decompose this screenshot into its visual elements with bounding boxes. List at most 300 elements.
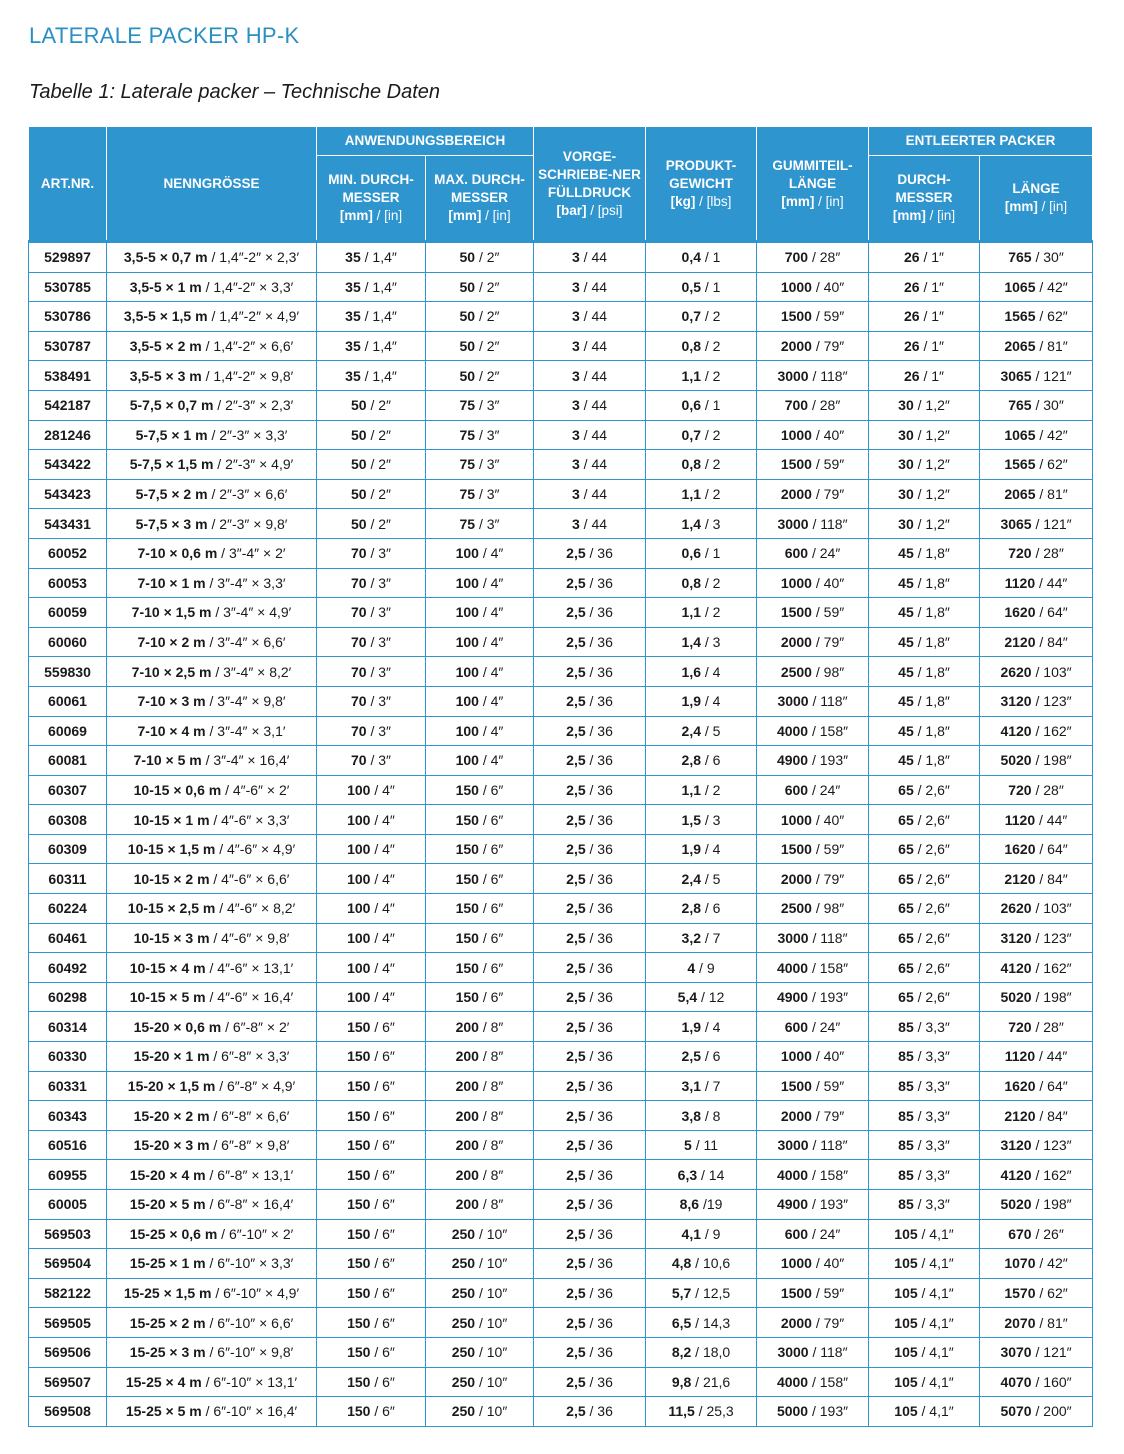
table-row — [29, 1130, 1093, 1160]
cell-gewicht-value: 1,9 — [681, 841, 702, 858]
cell-art-nr: 60061 — [29, 686, 107, 716]
cell-gummiteil-laenge-unit-value: / 79″ — [811, 634, 845, 651]
cell-min-durchmesser — [317, 1042, 426, 1072]
cell-nenngroesse-unit-value: / 6″-10″ × 4,9′ — [211, 1285, 300, 1302]
cell-min-durchmesser-unit-value: / 2″ — [366, 515, 391, 532]
cell-min-durchmesser-unit-value: / 1,4″ — [360, 367, 397, 384]
cell-gewicht — [646, 953, 757, 983]
cell-nenngroesse-value: 15-20 × 1,5 m — [127, 1077, 216, 1094]
cell-fuelldruck — [534, 894, 646, 924]
cell-entleert-durchmesser-value: 65 — [898, 870, 914, 887]
cell-art-nr: 559830 — [29, 657, 107, 687]
cell-art-nr: 60955 — [29, 1160, 107, 1190]
cell-max-durchmesser-value: 150 — [455, 989, 479, 1006]
cell-min-durchmesser — [317, 538, 426, 568]
cell-entleert-durchmesser-unit-value: / 1,8″ — [913, 634, 950, 651]
cell-art-nr: 60298 — [29, 982, 107, 1012]
cell-gewicht-unit-value: / 9 — [701, 1225, 721, 1242]
cell-gummiteil-laenge-value: 1000 — [780, 574, 812, 591]
cell-nenngroesse — [107, 1071, 317, 1101]
cell-entleert-durchmesser-unit-value: / 1″ — [919, 278, 945, 295]
cell-entleert-laenge — [980, 479, 1093, 509]
cell-entleert-durchmesser — [869, 538, 980, 568]
cell-max-durchmesser-value: 150 — [455, 959, 479, 976]
cell-gewicht-value: 4 — [687, 959, 696, 976]
cell-min-durchmesser-value: 150 — [347, 1166, 371, 1183]
cell-gewicht-value: 11,5 — [668, 1403, 695, 1420]
cell-fuelldruck-value: 2,5 — [566, 1018, 586, 1035]
cell-entleert-durchmesser-value: 65 — [898, 959, 914, 976]
cell-gewicht-value: 0,8 — [681, 456, 702, 473]
cell-fuelldruck — [534, 509, 646, 539]
cell-fuelldruck-unit-value: / 36 — [585, 1373, 613, 1390]
cell-gewicht-unit-value: / 11 — [691, 1137, 719, 1154]
table-row — [29, 834, 1093, 864]
cell-nenngroesse — [107, 923, 317, 953]
cell-fuelldruck — [534, 953, 646, 983]
cell-art-nr: 538491 — [29, 361, 107, 391]
cell-max-durchmesser-value: 250 — [451, 1255, 476, 1272]
cell-entleert-laenge — [980, 686, 1093, 716]
cell-entleert-laenge-value: 2620 — [1000, 663, 1032, 680]
cell-nenngroesse — [107, 1012, 317, 1042]
cell-nenngroesse-unit-value: / 2″-3″ × 2,3′ — [213, 397, 294, 414]
cell-entleert-laenge-value: 2120 — [1004, 1107, 1036, 1124]
cell-gummiteil-laenge-unit-value: / 118″ — [808, 1344, 848, 1361]
cell-fuelldruck-unit-value: / 36 — [585, 1107, 613, 1124]
cell-entleert-durchmesser — [869, 1308, 980, 1338]
cell-nenngroesse-value: 3,5-5 × 0,7 m — [123, 249, 208, 266]
cell-art-nr: 60309 — [29, 834, 107, 864]
cell-min-durchmesser — [317, 982, 426, 1012]
cell-fuelldruck — [534, 302, 646, 332]
table-row — [29, 598, 1093, 628]
cell-fuelldruck-unit-value: / 44 — [579, 456, 608, 473]
cell-entleert-laenge-unit-value: / 84″ — [1035, 1107, 1068, 1124]
cell-fuelldruck-value: 2,5 — [566, 1048, 586, 1065]
cell-min-durchmesser-unit-value: / 4″ — [370, 781, 395, 798]
header-art-nr: ART.NR. — [29, 127, 107, 242]
cell-entleert-laenge-unit-value: / 123″ — [1031, 1137, 1072, 1154]
cell-entleert-durchmesser-unit-value: / 1,8″ — [913, 663, 950, 680]
table-row — [29, 272, 1093, 302]
cell-fuelldruck-unit-value: / 36 — [585, 634, 613, 651]
cell-entleert-durchmesser-unit-value: / 4,1″ — [917, 1314, 954, 1331]
table-row — [29, 1278, 1093, 1308]
cell-fuelldruck-unit-value: / 36 — [585, 1285, 613, 1302]
cell-max-durchmesser-unit-value: / 10″ — [475, 1314, 508, 1331]
cell-max-durchmesser — [426, 1219, 534, 1249]
cell-min-durchmesser-unit-value: / 4″ — [370, 811, 395, 828]
cell-nenngroesse — [107, 331, 317, 361]
cell-gewicht — [646, 1278, 757, 1308]
cell-fuelldruck-unit-value: / 36 — [585, 1344, 613, 1361]
cell-entleert-laenge-value: 1620 — [1004, 604, 1036, 621]
cell-nenngroesse — [107, 1101, 317, 1131]
cell-gewicht — [646, 982, 757, 1012]
cell-min-durchmesser — [317, 479, 426, 509]
cell-gummiteil-laenge — [757, 479, 869, 509]
cell-min-durchmesser — [317, 242, 426, 273]
cell-entleert-durchmesser-unit-value: / 1,2″ — [913, 397, 950, 414]
cell-max-durchmesser — [426, 1071, 534, 1101]
cell-gewicht — [646, 805, 757, 835]
cell-nenngroesse — [107, 538, 317, 568]
cell-nenngroesse-value: 15-20 × 5 m — [129, 1196, 206, 1213]
cell-gummiteil-laenge-value: 4900 — [776, 989, 809, 1006]
cell-min-durchmesser-unit-value: / 6″ — [370, 1225, 395, 1242]
cell-fuelldruck-value: 3 — [571, 278, 580, 295]
cell-fuelldruck-value: 2,5 — [566, 1314, 586, 1331]
header-max-title: MAX. DURCH-MESSER — [434, 172, 525, 205]
cell-entleert-laenge-value: 765 — [1008, 249, 1032, 266]
cell-fuelldruck-unit-value: / 44 — [579, 308, 608, 325]
cell-fuelldruck-unit-value: / 36 — [585, 693, 613, 710]
cell-max-durchmesser-unit-value: / 8″ — [478, 1107, 504, 1124]
cell-nenngroesse-unit-value: / 1,4″-2″ × 9,8′ — [201, 367, 294, 384]
cell-gummiteil-laenge-value: 1500 — [780, 456, 812, 473]
cell-min-durchmesser-value: 50 — [351, 515, 367, 532]
cell-fuelldruck-value: 2,5 — [566, 1166, 586, 1183]
cell-fuelldruck-value: 2,5 — [566, 811, 586, 828]
cell-gewicht-value: 4,8 — [671, 1255, 692, 1272]
cell-gummiteil-laenge-value: 4000 — [776, 722, 809, 739]
cell-fuelldruck-unit-value: / 36 — [585, 989, 613, 1006]
cell-min-durchmesser-unit-value: / 3″ — [366, 634, 391, 651]
cell-fuelldruck-unit-value: / 44 — [579, 515, 608, 532]
cell-min-durchmesser-unit-value: / 6″ — [370, 1166, 395, 1183]
cell-entleert-laenge-unit-value: / 200″ — [1031, 1403, 1072, 1420]
cell-nenngroesse-value: 3,5-5 × 2 m — [129, 338, 202, 355]
cell-gewicht — [646, 450, 757, 480]
cell-gummiteil-laenge-unit-value: / 118″ — [808, 515, 848, 532]
cell-fuelldruck-value: 2,5 — [566, 604, 586, 621]
cell-gewicht-value: 1,5 — [681, 811, 702, 828]
cell-gewicht-unit-value: / 3 — [701, 515, 721, 532]
cell-nenngroesse-unit-value: / 1,4″-2″ × 6,6′ — [201, 338, 294, 355]
cell-min-durchmesser — [317, 894, 426, 924]
cell-entleert-durchmesser-unit-value: / 3,3″ — [913, 1137, 950, 1154]
cell-fuelldruck — [534, 716, 646, 746]
cell-gewicht-unit-value: / 1 — [701, 397, 721, 414]
cell-fuelldruck-value: 2,5 — [566, 752, 586, 769]
cell-entleert-durchmesser — [869, 302, 980, 332]
table-row — [29, 627, 1093, 657]
cell-entleert-laenge-unit-value: / 44″ — [1035, 811, 1068, 828]
cell-gummiteil-laenge-unit-value: / 193″ — [808, 752, 849, 769]
cell-fuelldruck-unit-value: / 44 — [579, 426, 608, 443]
cell-entleert-durchmesser-value: 65 — [898, 811, 914, 828]
cell-min-durchmesser — [317, 1130, 426, 1160]
cell-entleert-laenge — [980, 1101, 1093, 1131]
cell-entleert-laenge-unit-value: / 30″ — [1031, 249, 1064, 266]
cell-nenngroesse-unit-value: / 3″-4″ × 3,3′ — [205, 574, 286, 591]
table-row — [29, 746, 1093, 776]
cell-fuelldruck — [534, 479, 646, 509]
cell-nenngroesse — [107, 1042, 317, 1072]
cell-gummiteil-laenge — [757, 361, 869, 391]
cell-art-nr: 569507 — [29, 1367, 107, 1397]
cell-fuelldruck-value: 2,5 — [566, 781, 586, 798]
cell-fuelldruck — [534, 1042, 646, 1072]
cell-gewicht-value: 1,4 — [681, 634, 702, 651]
cell-max-durchmesser-unit-value: / 8″ — [478, 1166, 504, 1183]
cell-fuelldruck-unit-value: / 36 — [585, 1166, 613, 1183]
cell-gummiteil-laenge-unit-value: / 79″ — [811, 486, 845, 503]
cell-nenngroesse-value: 15-25 × 3 m — [129, 1344, 206, 1361]
cell-gummiteil-laenge — [757, 805, 869, 835]
cell-nenngroesse-unit-value: / 6″-8″ × 4,9′ — [215, 1077, 296, 1094]
cell-nenngroesse-value: 15-20 × 4 m — [129, 1166, 206, 1183]
cell-gummiteil-laenge-value: 1000 — [780, 811, 812, 828]
cell-entleert-durchmesser — [869, 1071, 980, 1101]
cell-entleert-laenge-value: 1120 — [1004, 811, 1036, 828]
cell-entleert-laenge-unit-value: / 64″ — [1035, 1077, 1068, 1094]
cell-art-nr: 530786 — [29, 302, 107, 332]
cell-fuelldruck-unit-value: / 36 — [585, 752, 613, 769]
cell-art-nr: 281246 — [29, 420, 107, 450]
cell-gummiteil-laenge-unit-value: / 158″ — [808, 959, 849, 976]
cell-max-durchmesser — [426, 982, 534, 1012]
cell-fuelldruck-unit-value: / 36 — [585, 1225, 613, 1242]
cell-gummiteil-laenge-value: 2000 — [780, 870, 812, 887]
cell-max-durchmesser-value: 200 — [455, 1166, 479, 1183]
header-entleerter-packer: ENTLEERTER PACKER — [869, 127, 1093, 156]
cell-min-durchmesser-value: 100 — [347, 870, 371, 887]
cell-entleert-durchmesser — [869, 1012, 980, 1042]
cell-art-nr: 60330 — [29, 1042, 107, 1072]
header-gewicht-title: PRODUKT-GEWICHT — [665, 157, 737, 191]
table-row — [29, 923, 1093, 953]
cell-gewicht-value: 5,4 — [677, 989, 698, 1006]
cell-gewicht-value: 5,7 — [671, 1285, 692, 1302]
cell-gewicht-unit-value: / 7 — [701, 1077, 721, 1094]
cell-min-durchmesser-unit-value: / 4″ — [370, 989, 395, 1006]
cell-entleert-durchmesser — [869, 805, 980, 835]
cell-gummiteil-laenge-value: 1500 — [780, 308, 812, 325]
cell-art-nr: 60059 — [29, 598, 107, 628]
cell-gewicht-unit-value: / 4 — [701, 663, 721, 680]
cell-gewicht-unit-value: / 6 — [701, 1048, 721, 1065]
cell-entleert-laenge-unit-value: / 30″ — [1031, 397, 1064, 414]
cell-fuelldruck-unit-value: / 36 — [585, 1018, 613, 1035]
cell-gummiteil-laenge-value: 1500 — [780, 604, 812, 621]
cell-fuelldruck-value: 2,5 — [566, 959, 586, 976]
cell-max-durchmesser-unit-value: / 6″ — [478, 841, 504, 858]
cell-entleert-durchmesser-unit-value: / 4,1″ — [917, 1255, 954, 1272]
cell-min-durchmesser — [317, 1160, 426, 1190]
cell-entleert-laenge-unit-value: / 42″ — [1035, 1255, 1068, 1272]
cell-max-durchmesser-value: 100 — [455, 693, 479, 710]
cell-fuelldruck — [534, 598, 646, 628]
cell-min-durchmesser — [317, 923, 426, 953]
cell-max-durchmesser — [426, 598, 534, 628]
cell-min-durchmesser — [317, 864, 426, 894]
cell-gewicht — [646, 923, 757, 953]
table-row — [29, 302, 1093, 332]
cell-gummiteil-laenge-unit-value: / 40″ — [811, 811, 845, 828]
cell-min-durchmesser — [317, 1337, 426, 1367]
cell-art-nr: 60331 — [29, 1071, 107, 1101]
cell-max-durchmesser — [426, 450, 534, 480]
table-row — [29, 1219, 1093, 1249]
cell-gewicht-value: 6,5 — [671, 1314, 692, 1331]
cell-gewicht — [646, 1337, 757, 1367]
cell-max-durchmesser — [426, 1397, 534, 1427]
cell-gummiteil-laenge-value: 600 — [784, 1018, 809, 1035]
cell-gummiteil-laenge — [757, 538, 869, 568]
cell-gummiteil-laenge — [757, 1397, 869, 1427]
cell-gewicht-unit-value: / 2 — [701, 426, 721, 443]
cell-nenngroesse — [107, 746, 317, 776]
cell-max-durchmesser — [426, 272, 534, 302]
cell-min-durchmesser-value: 50 — [351, 397, 367, 414]
cell-fuelldruck-value: 3 — [571, 338, 580, 355]
cell-gewicht-unit-value: / 4 — [701, 1018, 721, 1035]
cell-min-durchmesser-unit-value: / 2″ — [366, 486, 391, 503]
cell-gummiteil-laenge — [757, 420, 869, 450]
cell-nenngroesse-unit-value: / 1,4″-2″ × 2,3′ — [207, 249, 300, 266]
cell-max-durchmesser-value: 100 — [455, 752, 479, 769]
cell-entleert-durchmesser-unit-value: / 4,1″ — [917, 1344, 954, 1361]
cell-max-durchmesser-unit-value: / 10″ — [475, 1285, 508, 1302]
cell-gummiteil-laenge — [757, 598, 869, 628]
cell-entleert-laenge — [980, 390, 1093, 420]
cell-max-durchmesser-value: 100 — [455, 663, 479, 680]
cell-gummiteil-laenge-unit-value: / 79″ — [811, 1314, 845, 1331]
cell-entleert-durchmesser — [869, 982, 980, 1012]
cell-fuelldruck-value: 3 — [571, 397, 580, 414]
cell-max-durchmesser-unit-value: / 2″ — [475, 249, 500, 266]
cell-entleert-durchmesser — [869, 1130, 980, 1160]
cell-fuelldruck-value: 2,5 — [566, 1373, 586, 1390]
cell-gewicht-unit-value: / 1 — [701, 545, 721, 562]
cell-entleert-durchmesser-unit-value: / 2,6″ — [913, 781, 950, 798]
cell-entleert-durchmesser-unit-value: / 2,6″ — [913, 989, 950, 1006]
cell-fuelldruck-value: 2,5 — [566, 900, 586, 917]
cell-entleert-laenge-unit-value: / 44″ — [1035, 1048, 1068, 1065]
cell-entleert-laenge — [980, 1071, 1093, 1101]
cell-entleert-laenge-value: 1620 — [1004, 1077, 1036, 1094]
cell-art-nr: 60314 — [29, 1012, 107, 1042]
cell-gummiteil-laenge-unit-value: / 59″ — [811, 841, 845, 858]
cell-entleert-durchmesser — [869, 361, 980, 391]
cell-nenngroesse-value: 10-15 × 1,5 m — [127, 841, 216, 858]
cell-gewicht-unit-value: / 6 — [701, 752, 721, 769]
cell-gewicht-unit-value: / 12 — [697, 989, 725, 1006]
cell-max-durchmesser-unit-value: / 8″ — [478, 1048, 504, 1065]
cell-gewicht — [646, 361, 757, 391]
cell-nenngroesse — [107, 1337, 317, 1367]
cell-gummiteil-laenge-value: 600 — [784, 781, 809, 798]
cell-min-durchmesser-value: 100 — [347, 929, 371, 946]
cell-gewicht — [646, 864, 757, 894]
cell-max-durchmesser-value: 150 — [455, 811, 479, 828]
cell-min-durchmesser — [317, 627, 426, 657]
cell-gummiteil-laenge — [757, 1337, 869, 1367]
cell-max-durchmesser — [426, 361, 534, 391]
cell-fuelldruck — [534, 390, 646, 420]
cell-nenngroesse-unit-value: / 2″-3″ × 9,8′ — [207, 515, 288, 532]
cell-gummiteil-laenge-unit-value: / 118″ — [808, 693, 848, 710]
cell-gummiteil-laenge — [757, 390, 869, 420]
cell-min-durchmesser — [317, 598, 426, 628]
cell-entleert-durchmesser — [869, 657, 980, 687]
cell-fuelldruck-unit-value: / 44 — [579, 278, 608, 295]
cell-gewicht — [646, 657, 757, 687]
cell-fuelldruck-unit-value: / 36 — [585, 663, 613, 680]
cell-nenngroesse-unit-value: / 6″-8″ × 6,6′ — [209, 1107, 290, 1124]
cell-entleert-durchmesser — [869, 1397, 980, 1427]
cell-fuelldruck-value: 2,5 — [566, 1077, 586, 1094]
cell-entleert-durchmesser-value: 30 — [898, 486, 914, 503]
cell-entleert-laenge-unit-value: / 123″ — [1031, 929, 1072, 946]
cell-nenngroesse — [107, 420, 317, 450]
cell-gummiteil-laenge-unit-value: / 118″ — [808, 367, 848, 384]
cell-entleert-laenge-value: 720 — [1008, 545, 1032, 562]
cell-fuelldruck-value: 2,5 — [566, 1255, 586, 1272]
cell-max-durchmesser — [426, 686, 534, 716]
cell-nenngroesse-unit-value: / 1,4″-2″ × 3,3′ — [201, 278, 294, 295]
cell-entleert-durchmesser-unit-value: / 2,6″ — [913, 870, 950, 887]
cell-entleert-durchmesser-unit-value: / 4,1″ — [917, 1403, 954, 1420]
cell-gewicht — [646, 716, 757, 746]
cell-min-durchmesser-unit-value: / 6″ — [370, 1196, 395, 1213]
cell-gummiteil-laenge-value: 1000 — [780, 278, 812, 295]
cell-nenngroesse-unit-value: / 6″-10″ × 9,8′ — [205, 1344, 294, 1361]
cell-gewicht — [646, 1160, 757, 1190]
cell-entleert-laenge-unit-value: / 62″ — [1035, 1285, 1068, 1302]
cell-gummiteil-laenge — [757, 568, 869, 598]
cell-entleert-laenge-unit-value: / 28″ — [1031, 1018, 1064, 1035]
cell-entleert-durchmesser — [869, 834, 980, 864]
cell-nenngroesse-unit-value: / 4″-6″ × 6,6′ — [209, 870, 290, 887]
cell-entleert-laenge-unit-value: / 198″ — [1031, 989, 1072, 1006]
table-row — [29, 894, 1093, 924]
cell-fuelldruck-unit-value: / 36 — [585, 1196, 613, 1213]
cell-nenngroesse-value: 15-20 × 0,6 m — [133, 1018, 222, 1035]
cell-nenngroesse-unit-value: / 2″-3″ × 4,9′ — [213, 456, 294, 473]
cell-min-durchmesser — [317, 1249, 426, 1279]
table-row — [29, 805, 1093, 835]
cell-entleert-durchmesser — [869, 1160, 980, 1190]
cell-gummiteil-laenge-unit-value: / 158″ — [808, 1166, 849, 1183]
cell-entleert-laenge-value: 3070 — [1000, 1344, 1032, 1361]
header-fuelldruck — [534, 127, 646, 242]
header-min-title: MIN. DURCH-MESSER — [328, 172, 414, 205]
cell-min-durchmesser-value: 70 — [351, 752, 367, 769]
cell-fuelldruck — [534, 686, 646, 716]
cell-gummiteil-laenge-unit-value: / 40″ — [811, 1255, 845, 1272]
cell-nenngroesse — [107, 982, 317, 1012]
cell-gummiteil-laenge-unit-value: / 59″ — [811, 1285, 845, 1302]
table-row — [29, 568, 1093, 598]
cell-gummiteil-laenge-value: 1000 — [780, 426, 812, 443]
cell-gewicht-unit-value: / 2 — [701, 308, 721, 325]
cell-art-nr: 60492 — [29, 953, 107, 983]
cell-gewicht-unit-value: / 3 — [701, 634, 721, 651]
cell-entleert-durchmesser-value: 45 — [898, 693, 914, 710]
cell-entleert-laenge-value: 4120 — [1000, 959, 1032, 976]
table-row — [29, 1367, 1093, 1397]
cell-gewicht — [646, 598, 757, 628]
cell-gummiteil-laenge — [757, 1042, 869, 1072]
cell-nenngroesse-unit-value: / 4″-6″ × 8,2′ — [215, 900, 296, 917]
cell-gummiteil-laenge-unit-value: / 193″ — [808, 1196, 849, 1213]
cell-gummiteil-laenge — [757, 272, 869, 302]
cell-entleert-durchmesser — [869, 894, 980, 924]
cell-nenngroesse-value: 7-10 × 5 m — [133, 752, 202, 769]
